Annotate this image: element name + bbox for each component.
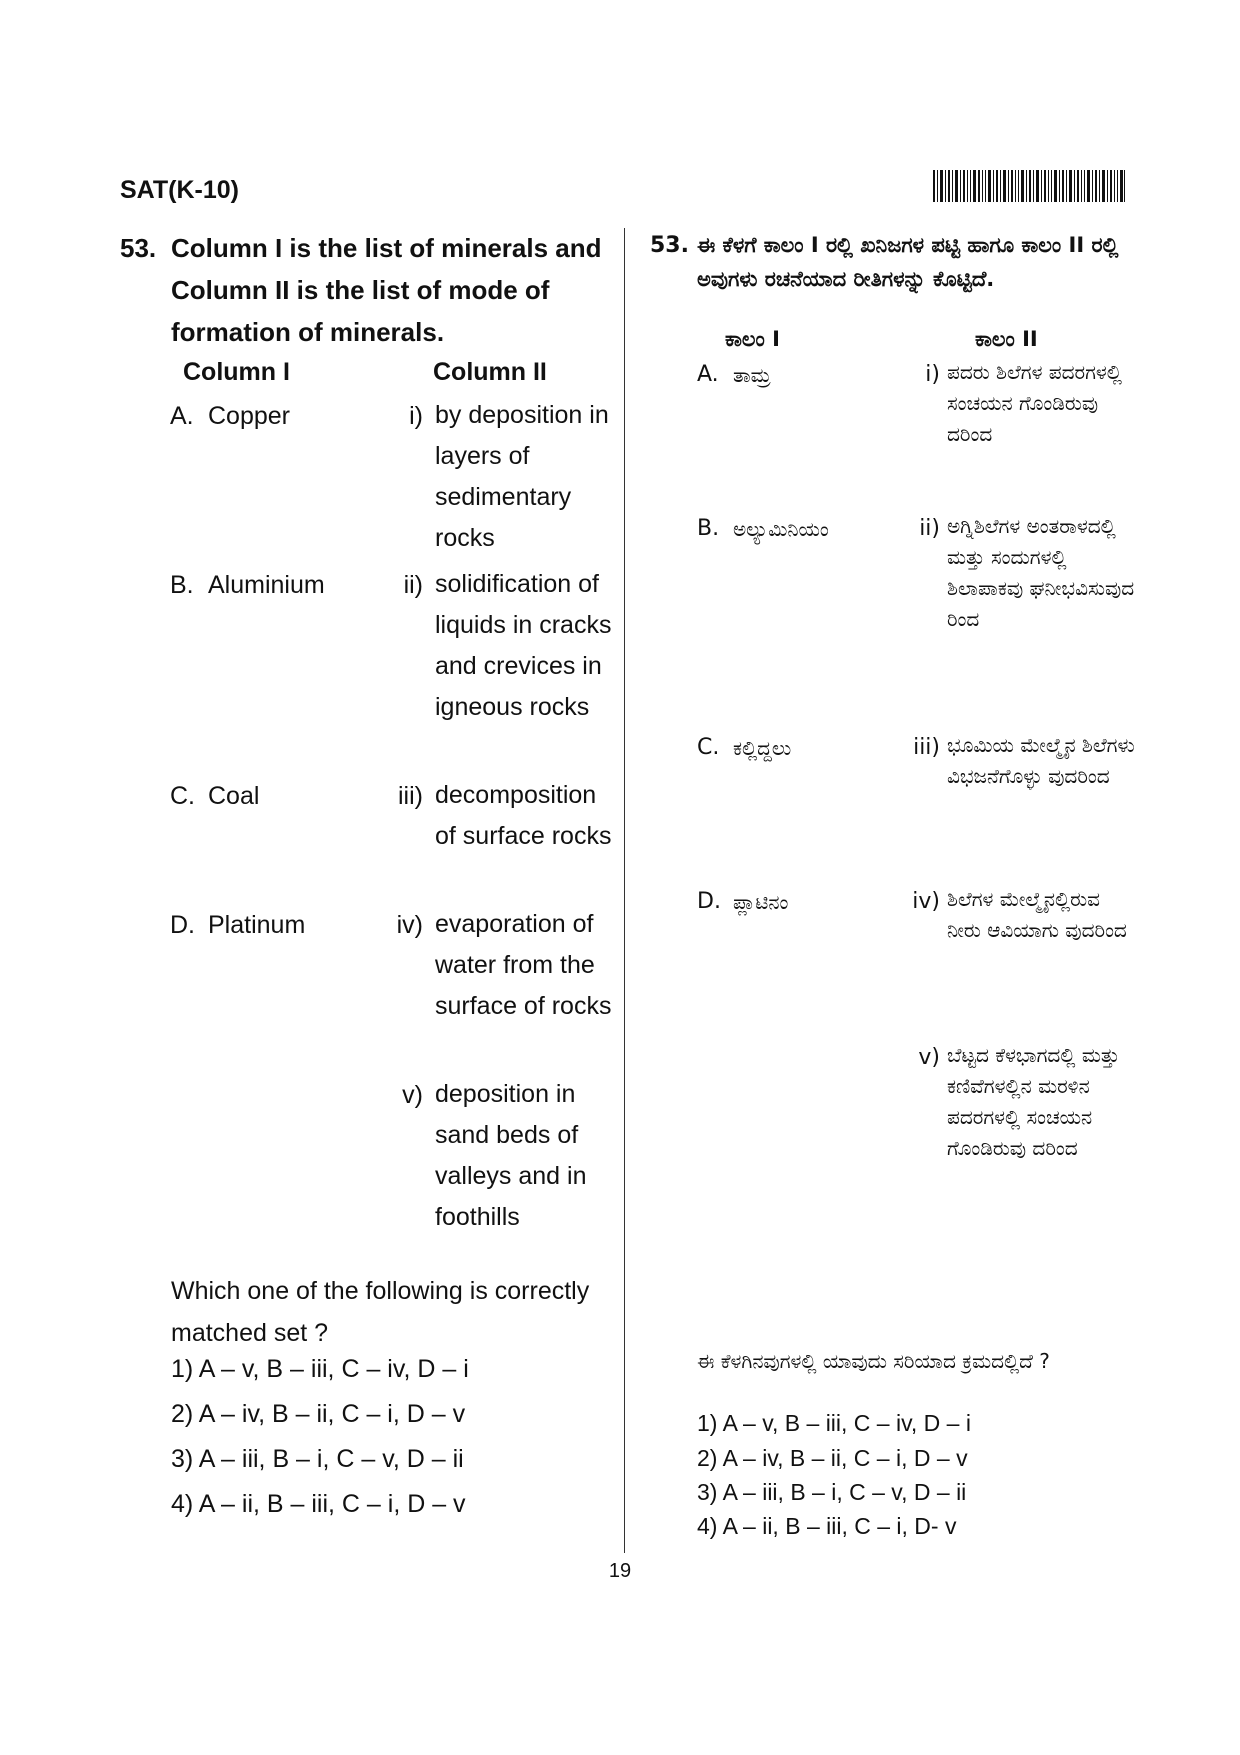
answer-option-2: 2) A – iv, B – ii, C – i, D – v: [697, 1445, 968, 1471]
formation-desc: ಪದರು ಶಿಲೆಗಳ ಪದರಗಳಲ್ಲಿ ಸಂಚಯನ ಗೊಂಡಿರುವು ದರಿಂದ: [947, 360, 1122, 446]
row-letter: B.: [697, 516, 720, 541]
answer-option-4: 4) A – ii, B – iii, C – i, D- v: [697, 1513, 957, 1539]
row-letter: A.: [697, 362, 719, 387]
column-1-header: Column I: [183, 358, 290, 386]
row-roman: iii): [913, 735, 940, 760]
question-number: 53.: [650, 233, 689, 258]
mineral-item: Coal: [208, 782, 260, 810]
answer-option-3: 3) A – iii, B – i, C – v, D – ii: [697, 1479, 967, 1505]
column-2-header: Column II: [433, 358, 547, 386]
answer-option-4: 4) A – ii, B – iii, C – i, D – v: [171, 1490, 466, 1518]
mineral-item: Aluminium: [208, 571, 325, 599]
question-stem: ಈ ಕೆಳಗೆ ಕಾಲಂ I ರಲ್ಲಿ ಖನಿಜಗಳ ಪಟ್ಟಿ ಹಾಗೂ ಕಾಲಂ II ರಲ್ಲಿ ಅವುಗಳು ರಚನೆಯಾದ ರೀತಿಗಳನ್ನು ಕೊಟ್ಟಿದೆ.: [697, 233, 1119, 291]
question-stem: Column I is the list of minerals and Column II is the list of mode of formation of minerals.: [171, 233, 602, 347]
formation-desc: ಬೆಟ್ಟದ ಕೆಳಭಾಗದಲ್ಲಿ ಮತ್ತು ಕಣಿವೆಗಳಲ್ಲಿನ ಮರಳಿನ ಪದರಗಳಲ್ಲಿ ಸಂಚಯನ ಗೊಂಡಿರುವು ದರಿಂದ: [947, 1043, 1120, 1160]
formation-desc: solidification of liquids in cracks and crevices in igneous rocks: [435, 570, 612, 721]
page-header-code: SAT(K-10): [120, 176, 239, 204]
mineral-item: ಕಲ್ಲಿದ್ದಲು: [733, 736, 792, 760]
formation-desc: deposition in sand beds of valleys and in foothills: [435, 1080, 587, 1231]
question-prompt: Which one of the following is correctly matched set ?: [171, 1277, 590, 1347]
formation-desc: decomposition of surface rocks: [435, 781, 612, 850]
row-letter: C.: [170, 782, 195, 810]
row-roman: v): [918, 1045, 940, 1070]
row-roman: i): [409, 402, 423, 430]
formation-desc: ಅಗ್ನಿಶಿಲೆಗಳ ಅಂತರಾಳದಲ್ಲಿ ಮತ್ತು ಸಂದುಗಳಲ್ಲಿ ಶಿಲಾಪಾಕವು ಘನೀಭವಿಸುವುದ ರಿಂದ: [947, 514, 1135, 631]
row-letter: D.: [170, 911, 195, 939]
column-2-header: ಕಾಲಂ II: [975, 327, 1038, 351]
answer-option-1: 1) A – v, B – iii, C – iv, D – i: [697, 1410, 971, 1436]
formation-desc: by deposition in layers of sedimentary rocks: [435, 401, 609, 552]
mineral-item: Copper: [208, 402, 290, 430]
formation-desc: ಭೂಮಿಯ ಮೇಲ್ಮೈನ ಶಿಲೆಗಳು ವಿಭಜನೆಗೊಳ್ಳು ವುದರಿಂದ: [947, 733, 1135, 788]
column-divider: [624, 228, 625, 1553]
row-roman: ii): [403, 571, 423, 599]
row-roman: v): [402, 1081, 423, 1109]
column-1-header: ಕಾಲಂ I: [725, 327, 780, 351]
row-roman: iv): [396, 911, 423, 939]
row-letter: A.: [170, 402, 194, 430]
row-letter: B.: [170, 571, 194, 599]
question-prompt: ಈ ಕೆಳಗಿನವುಗಳಲ್ಲಿ ಯಾವುದು ಸರಿಯಾದ ಕ್ರಮದಲ್ಲಿದೆ ?: [697, 1349, 1050, 1373]
row-letter: C.: [697, 735, 720, 760]
answer-option-1: 1) A – v, B – iii, C – iv, D – i: [171, 1355, 469, 1383]
mineral-item: ತಾಮ್ರ: [733, 363, 771, 387]
question-number: 53.: [120, 233, 157, 263]
answer-option-3: 3) A – iii, B – i, C – v, D – ii: [171, 1445, 464, 1473]
mineral-item: Platinum: [208, 911, 306, 939]
row-roman: i): [925, 362, 940, 387]
row-letter: D.: [697, 889, 721, 914]
barcode-icon: [933, 170, 1125, 202]
mineral-item: ಪ್ಲಾಟಿನಂ: [733, 890, 789, 914]
answer-option-2: 2) A – iv, B – ii, C – i, D – v: [171, 1400, 466, 1428]
formation-desc: ಶಿಲೆಗಳ ಮೇಲ್ಮೈನಲ್ಲಿರುವ ನೀರು ಆವಿಯಾಗು ವುದರಿಂದ: [947, 887, 1127, 942]
formation-desc: evaporation of water from the surface of rocks: [435, 910, 612, 1020]
row-roman: iii): [398, 782, 423, 810]
mineral-item: ಅಲ್ಯುಮಿನಿಯಂ: [733, 517, 829, 541]
row-roman: ii): [919, 516, 940, 541]
row-roman: iv): [912, 889, 940, 914]
page-number: 19: [608, 1560, 632, 1582]
